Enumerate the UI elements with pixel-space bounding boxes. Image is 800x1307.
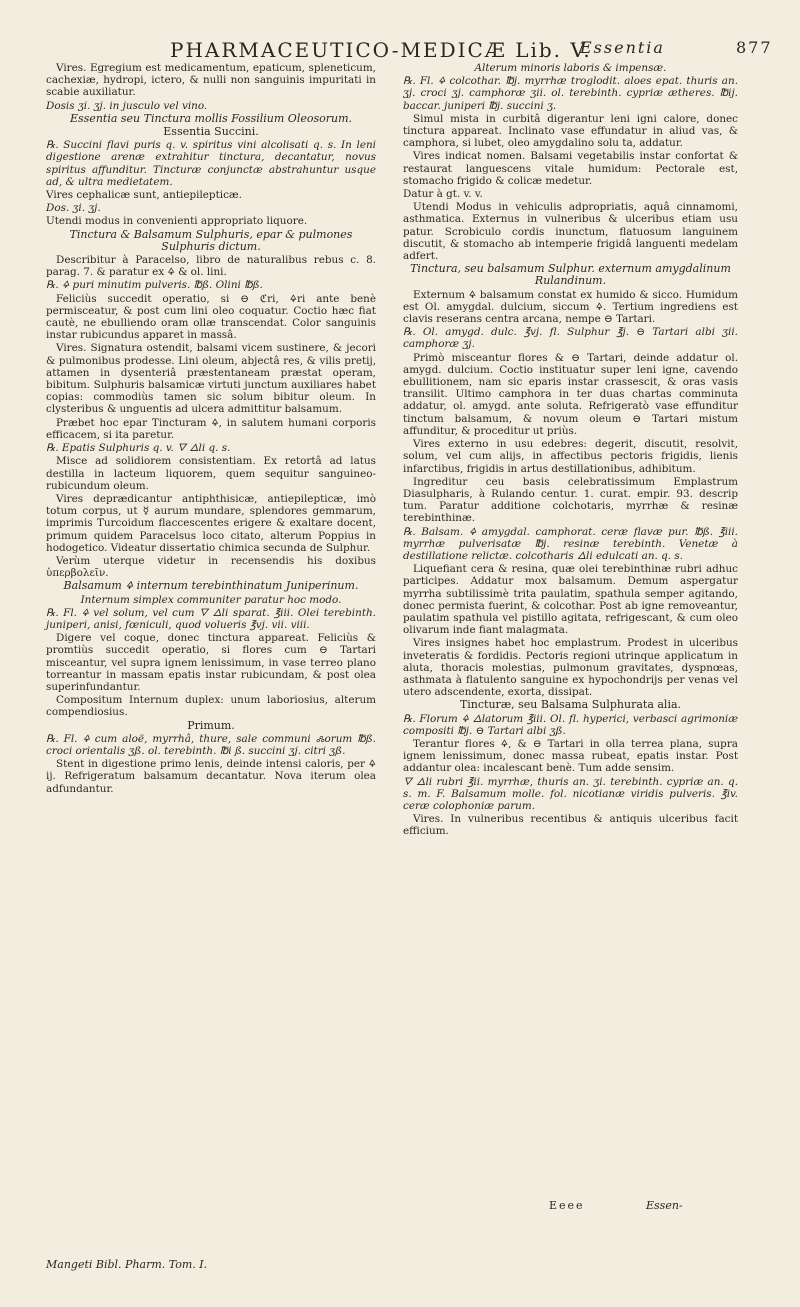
paragraph: Externum 🜍 balsamum constat ex humido & sicco. Humidum est Ol. amygdal. dulcium, siccum 🜍. Tertium ingrediens est clavis reserans centra arcana, nempe ⊖ Tartari. <box>403 288 738 326</box>
left-column <box>46 62 376 796</box>
recipe: ℞. Fl. 🜍 vel solum, vel cum 🜄 🜂li sparat. ℥iii. Olei terebinth. juniperi, anisi, fœniculi, quod volueris ℥vj. vii. viii. <box>46 606 376 631</box>
paragraph: Datur à gt. v. v. <box>403 188 483 201</box>
header-section: Essentia <box>580 38 665 57</box>
section-heading: Tinctura & Balsamum Sulphuris, epar & pulmones Sulphuris dictum. <box>69 227 353 253</box>
paragraph: Describitur à Paracelso, libro de naturalibus rebus c. 8. parag. 7. & paratur ex 🜍 & ol. lini. <box>46 254 376 279</box>
paragraph: Vires insignes habet hoc emplastrum. Prodest in ulceribus inveteratis & fordidis. Pectoris regioni utrinque applicatum in aluta, thoracis molestias, pulmonum gravitates, dyspnœas, asthmata à flatulento sanguine ex hypochondrijs per venas vel utero adscendente, exorta, dissipat. <box>403 637 738 699</box>
recipe: 🜄 🜂li rubri ℥ii. myrrhæ, thuris an. ʒi. terebinth. cypriæ an. q. s. m. F. Balsamum molle. fol. nicotianæ viridis pulveris. ℥iv. ceræ colophoniæ parum. <box>403 775 738 812</box>
paragraph: Vires indicat nomen. Balsami vegetabilis instar confortat & restaurat languescens vitale humidum: Pectorale est, stomacho frigido & colicæ medetur. <box>403 150 738 187</box>
signature-mark: Eeee <box>549 1199 585 1212</box>
paragraph: Vires. Signatura ostendit, balsami vicem sustinere, & jecori & pulmonibus prodesse. Lini oleum, abjectâ res, & vilis pretij, attamen in dysenteriâ præstentaneam præstat operam, bibitum. Sulphuris balsamicæ virtuti junctum auxiliares habet copias: commodiùs tamen sic solum bibitur oleum. In clysteribus & unguentis ad ulcera admittitur balsamum. <box>46 342 376 416</box>
section-heading: Balsamum 🜍 internum terebinthinatum Juniperinum. <box>63 579 359 593</box>
recipe: ℞. Fl. 🜍 colcothar. ℔j. myrrhæ troglodit. aloes epat. thuris an. ʒj. croci ʒj. camphoræ ʒii. ol. terebinth. cypriæ ætheres. ℔ij. baccar. juniperi ℔j. succini ʒ. <box>403 75 738 112</box>
paragraph: Feliciùs succedit operatio, si ⊖ ℭri, 🜍ri ante benè permisceatur, & post cum lini oleo coquatur. Coctio hæc fiat cautè, ne ebulliendo oram ollæ transcendat. Color sanguinis instar rubicundus apparet in massâ. <box>46 292 376 342</box>
paragraph: Simul mista in curbitâ digerantur leni igni calore, donec tinctura appareat. Inclinato vase effundatur in aliud vas, & camphora, si lubet, oleo amygdalino solu ta, addatur. <box>403 112 738 150</box>
subheading: Primum. <box>187 718 235 732</box>
section-heading: Tinctura, seu balsamum Sulphur. externum amygdalinum Rulandinum. <box>410 262 731 288</box>
recipe: ℞. 🜍 puri minutim pulveris. ℔ß. Olini ℔ß. <box>46 279 263 292</box>
recipe: ℞. Epatis Sulphuris q. v. 🜄 🜂li q. s. <box>46 442 231 455</box>
subheading: Alterum minoris laboris & impensæ. <box>474 62 667 74</box>
paragraph: Terantur flores 🜍, & ⊖ Tartari in olla terrea plana, supra ignem lenissimum, donec massa rubeat, epatis instar. Post addantur olea: incalescant benè. Tum adde sensim. <box>403 737 738 775</box>
paragraph: Vires deprædicantur antiphthisicæ, antiepilepticæ, imò totum corpus, ut ☿ aurum mundare, splendores gemmarum, imprimis Turcoidum flaccescentes erigere & exaltare docent, primum quidem Paracelsus loco citato, alterum Poppius in hodogetico. Videatur dissertatio chimica secunda de Sulphur. <box>46 492 376 554</box>
recipe: ℞. Ol. amygd. dulc. ℥vj. fl. Sulphur ℥j. ⊖ Tartari albi ʒii. camphoræ ʒj. <box>403 326 738 351</box>
paragraph: Dos. ʒi. ʒj. <box>46 202 101 215</box>
subheading: Essentia Succini. <box>163 125 259 139</box>
paragraph: Utendi modus in convenienti appropriato liquore. <box>46 215 308 228</box>
paragraph: Stent in digestione primo lenis, deinde intensi caloris, per 🜍 ij. Refrigeratum balsamum decantatur. Nova iterum olea adfundantur. <box>46 758 376 795</box>
paragraph: Utendi Modus in vehiculis adpropriatis, aquâ cinnamomi, asthmatica. Externus in vulneribus & ulceribus etiam usu patur. Scrobiculo cordis inunctum, flatuosum languinem discutit, & stomacho ab intemperie frigidâ languenti medelam adfert. <box>403 201 738 263</box>
right-column <box>403 62 738 839</box>
paragraph: Misce ad solidiorem consistentiam. Ex retortâ ad latus destilla in lacteum liquorem, quem sequitur sanguineo-rubicundum oleum. <box>46 455 376 492</box>
paragraph: Dosis ʒi. ʒj. in jusculo vel vino. <box>46 99 208 112</box>
paragraph: Præbet hoc epar Tincturam 🜍, in salutem humani corporis efficacem, si ita paretur. <box>46 416 376 441</box>
paragraph: Vires. In vulneribus recentibus & antiquis ulceribus facit efficium. <box>403 813 738 838</box>
paragraph: Internum simplex communiter paratur hoc modo. <box>80 593 342 606</box>
recipe: ℞. Florum 🜍 🜂latorum ℥iii. Ol. fl. hyperici, verbasci agrimoniæ compositi ℔j. ⊖ Tartari albi ʒß. <box>403 712 738 737</box>
header-title: PHARMACEUTICO-MEDICÆ Lib. V. <box>170 38 592 62</box>
recipe: ℞. Succini flavi puris q. v. spiritus vini alcolisati q. s. In leni digestione arenæ extrahitur tinctura, decantatur, novus spiritus affunditur. Tincturæ conjunctæ abstrahuntur usque ad, & ultra medietatem. <box>46 139 376 188</box>
page-footer <box>46 1199 738 1288</box>
paragraph: Primò misceantur flores & ⊖ Tartari, deinde addatur ol. amygd. dulcium. Coctio instituatur super leni igne, cavendo ebullitionem, nam sic eparis instar crassescit, & oras vasis transilit. Ultimo camphora in ter duas chartas comminuta addatur, ol. amygd. ante soluta. Refrigeratò vase effunditur tinctum balsamum, & novum oleum ⊖ Tartari mistum affunditur, & proceditur ut priùs. <box>403 351 738 437</box>
catchword: Essen- <box>646 1199 683 1212</box>
section-heading: Essentia seu Tinctura mollis Fossilium Oleosorum. <box>69 111 353 125</box>
paragraph: Vires cephalicæ sunt, antiepilepticæ. <box>46 189 242 202</box>
page-number: 877 <box>736 38 773 57</box>
paragraph: Vires externo in usu edebres: degerit, discutit, resolvit, solum, vel cum alijs, in affectibus pectoris frigidis, lienis infarctibus, frigidis in artus destillationibus, adhibitum. <box>403 438 738 475</box>
subheading: Tincturæ, seu Balsama Sulphurata alia. <box>459 698 682 712</box>
paragraph: Verùm uterque videtur in recensendis his doxibus ὑπερβολεῖν. <box>46 554 376 580</box>
footer-reference: Mangeti Bibl. Pharm. Tom. I. <box>46 1258 208 1271</box>
running-header <box>150 30 780 66</box>
paragraph: Liquefiant cera & resina, quæ olei terebinthinæ rubri adhuc participes. Addatur mox balsamum. Demum aspergatur myrrha subtilissimè trita paulatim, spathula semper agitando, donec permista fuerint, & colcothar. Post ab igne removeantur, paulatim spathula vel pistillo agitata, refrigescant, & cum oleo olivarum inde fiant malagmata. <box>403 563 738 637</box>
paragraph: Compositum Internum duplex: unum laboriosius, alterum compendiosius. <box>46 694 376 719</box>
paragraph: Digere vel coque, donec tinctura appareat. Feliciùs & promtiùs succedit operatio, si flores cum ⊖ Tartari misceantur, vel supra ignem lenissimum, in vase terreo plano torreantur in massam epatis instar rubicundam, & post olea superinfundantur. <box>46 632 376 693</box>
paragraph: Ingreditur ceu basis celebratissimum Emplastrum Diasulpharis, à Rulando centur. 1. curat. empir. 93. descrip tum. Paratur additione colchotaris, myrrhæ & resinæ terebinthinæ. <box>403 475 738 525</box>
recipe: ℞. Fl. 🜍 cum aloë, myrrhâ, thure, sale communi 🝆orum ℔ß. croci orientalis ʒß. ol. terebinth. ℔i ß. succini ʒj. citri ʒß. <box>46 732 376 757</box>
recipe: ℞. Balsam. 🜍 amygdal. camphorat. ceræ flavæ pur. ℔ß. ℥iii. myrrhæ pulverisatæ ℔j. resinæ terebinth. Venetæ à destillatione relictæ. colcotharis 🜂li edulcati an. q. s. <box>403 525 738 562</box>
paragraph: Vires. Egregium est medicamentum, epaticum, spleneticum, cachexiæ, hydropi, ictero, & nulli non sanguinis impuritati in scabie auxiliatur. <box>46 62 376 99</box>
